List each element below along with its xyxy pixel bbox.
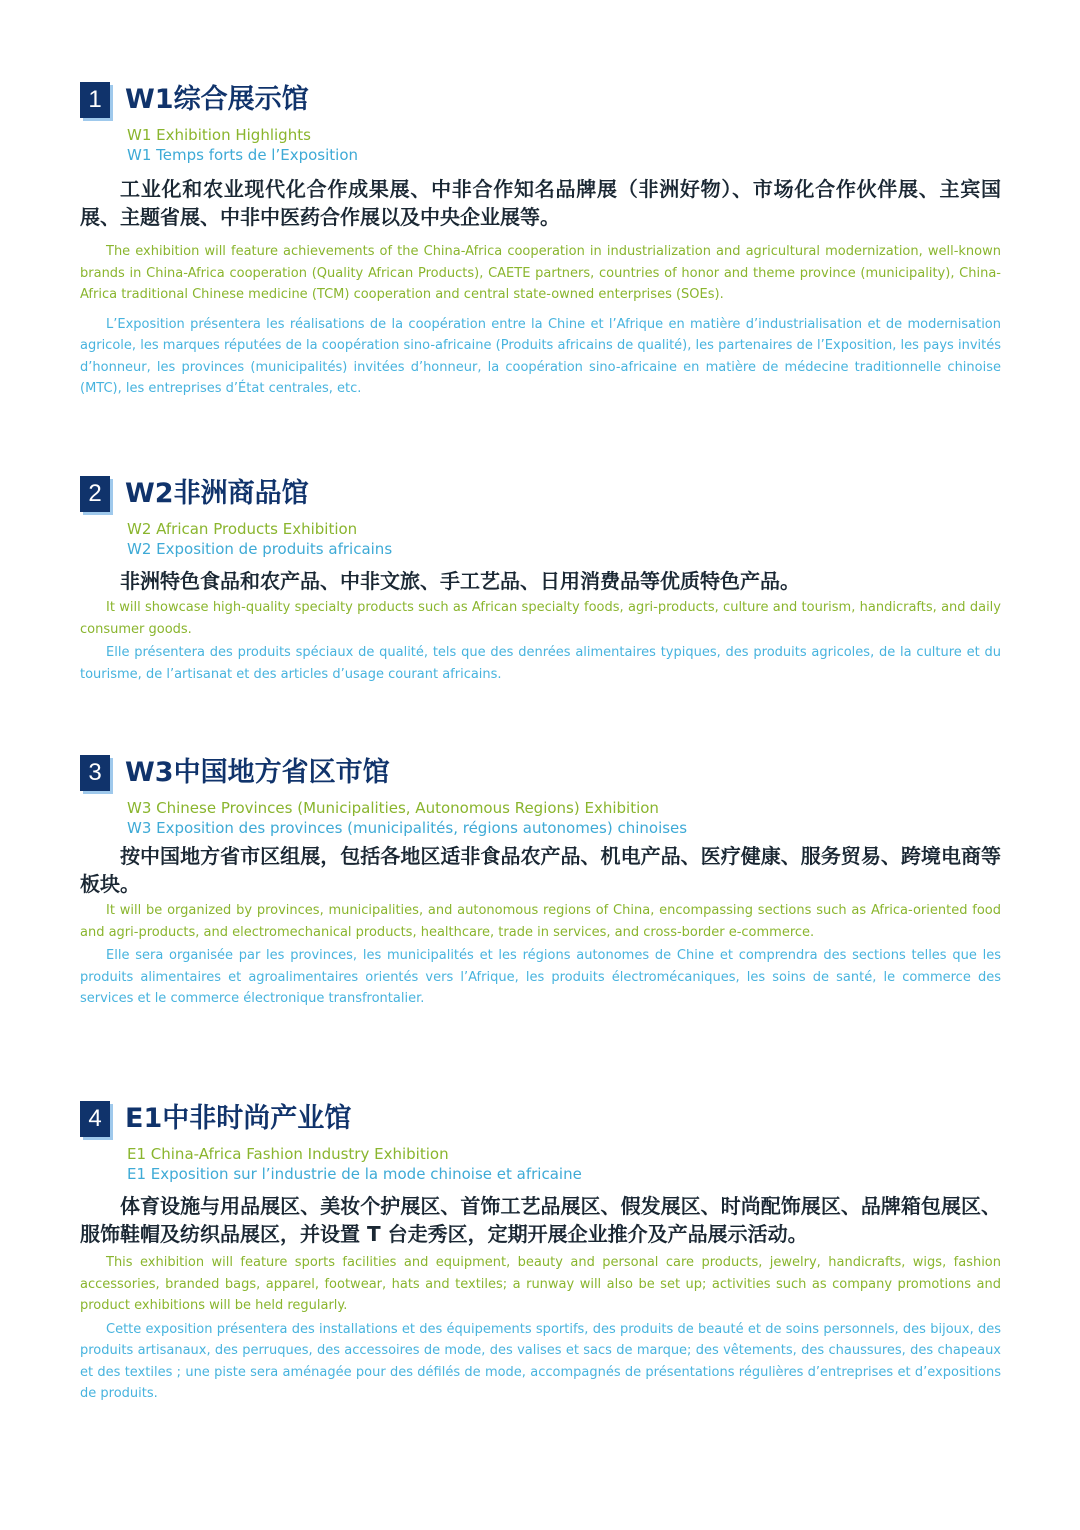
section-number-badge: 4 bbox=[80, 1101, 110, 1137]
section-header bbox=[80, 82, 1001, 122]
section-subtitle-fr: W2 Exposition de produits africains bbox=[127, 540, 393, 558]
section-title: W3中国地方省区市馆 bbox=[125, 757, 390, 788]
section-title: E1中非时尚产业馆 bbox=[125, 1103, 352, 1134]
section-number-badge: 2 bbox=[80, 476, 110, 512]
description-fr: Elle sera organisée par les provinces, les municipalités et les régions autonomes de Chine et comprendra des sections telles que les produits alimentaires et agroalimentaires orientés vers l’Afrique, les produits électromécaniques, les soins de santé, le commerce des services et le commerce électronique transfrontalier. bbox=[80, 948, 1001, 1006]
section-title: W2非洲商品馆 bbox=[125, 478, 309, 509]
description-zh: 非洲特色食品和农产品、中非文旅、手工艺品、日用消费品等优质特色产品。 bbox=[120, 569, 800, 593]
description-en: It will be organized by provinces, municipalities, and autonomous regions of China, encompassing sections such as Africa-oriented food and agri-products, and electromechanical products, healthcare, trade in services, and cross-border e-commerce. bbox=[80, 903, 1001, 940]
description-en: This exhibition will feature sports facilities and equipment, beauty and personal care products, jewelry, handicrafts, wigs, fashion accessories, branded bags, apparel, footwear, hats and textiles; a runway will also be set up; activities such as company promotions and product exhibitions will be held regularly. bbox=[80, 1255, 1001, 1313]
description-fr: L’Exposition présentera les réalisations de la coopération entre la Chine et l’Afrique en matière d’industrialisation et de modernisation agricole, les marques réputées de la coopération sino-africaine (Produits africains de qualité), les partenaires de l’Exposition, les pays invités d’honneur, les provinces (municipalités) invitées d’honneur, la coopération sino-africaine en matière de médecine traditionnelle chinoise (MTC), les entreprises d’État centrales, etc. bbox=[80, 316, 1001, 396]
description-en: It will showcase high-quality specialty products such as African specialty foods, agri-products, culture and tourism, handicrafts, and daily consumer goods. bbox=[80, 600, 1001, 637]
description-zh: 体育设施与用品展区、美妆个护展区、首饰工艺品展区、假发展区、时尚配饰展区、品牌箱包展区、服饰鞋帽及纺织品展区，并设置 T 台走秀区，定期开展企业推介及产品展示活动。 bbox=[80, 1194, 1001, 1246]
section-subtitle-fr: W3 Exposition des provinces (municipalités, régions autonomes) chinoises bbox=[127, 819, 688, 837]
section-number-badge: 3 bbox=[80, 755, 110, 791]
section-subtitle-en: W2 African Products Exhibition bbox=[127, 520, 358, 538]
section-header bbox=[80, 755, 1001, 795]
section-w3 bbox=[80, 755, 1001, 1010]
description-fr: Cette exposition présentera des installations et des équipements sportifs, des produits de beauté et de soins personnels, des bijoux, des produits artisanaux, des perruques, des accessoires de mode, des valises et sacs de marque; des vêtements, des chaussures, des chapeaux et des textiles ; une piste sera aménagée pour des défilés de mode, accompagnés de présentations régulières d’entreprises et d’expositions de produits. bbox=[80, 1321, 1001, 1401]
section-w1 bbox=[80, 82, 1001, 400]
section-subtitle-en: E1 China-Africa Fashion Industry Exhibition bbox=[127, 1145, 449, 1163]
section-number-badge: 1 bbox=[80, 82, 110, 118]
description-zh: 工业化和农业现代化合作成果展、中非合作知名品牌展（非洲好物）、市场化合作伙伴展、主宾国展、主题省展、中非中医药合作展以及中央企业展等。 bbox=[80, 177, 1001, 229]
section-subtitle-en: W1 Exhibition Highlights bbox=[127, 126, 311, 144]
section-subtitle-en: W3 Chinese Provinces (Municipalities, Autonomous Regions) Exhibition bbox=[127, 799, 659, 817]
section-subtitle-fr: E1 Exposition sur l’industrie de la mode chinoise et africaine bbox=[127, 1165, 582, 1183]
description-zh: 按中国地方省市区组展，包括各地区适非食品农产品、机电产品、医疗健康、服务贸易、跨境电商等板块。 bbox=[80, 844, 1001, 896]
section-title: W1综合展示馆 bbox=[125, 84, 309, 115]
description-en: The exhibition will feature achievements of the China-Africa cooperation in industrialization and agricultural modernization, well-known brands in China-Africa cooperation (Quality African Products), CAETE partners, countries of honor and theme province (municipality), China-Africa traditional Chinese medicine (TCM) cooperation and central state-owned enterprises (SOEs). bbox=[80, 244, 1001, 302]
section-e1 bbox=[80, 1101, 1001, 1405]
section-header bbox=[80, 1101, 1001, 1141]
section-header bbox=[80, 476, 1001, 516]
description-fr: Elle présentera des produits spéciaux de qualité, tels que des denrées alimentaires typiques, des produits agricoles, de la culture et du tourisme, de l’artisanat et des articles d’usage courant africains. bbox=[80, 645, 1001, 682]
section-w2 bbox=[80, 476, 1001, 685]
section-subtitle-fr: W1 Temps forts de l’Exposition bbox=[127, 146, 359, 164]
